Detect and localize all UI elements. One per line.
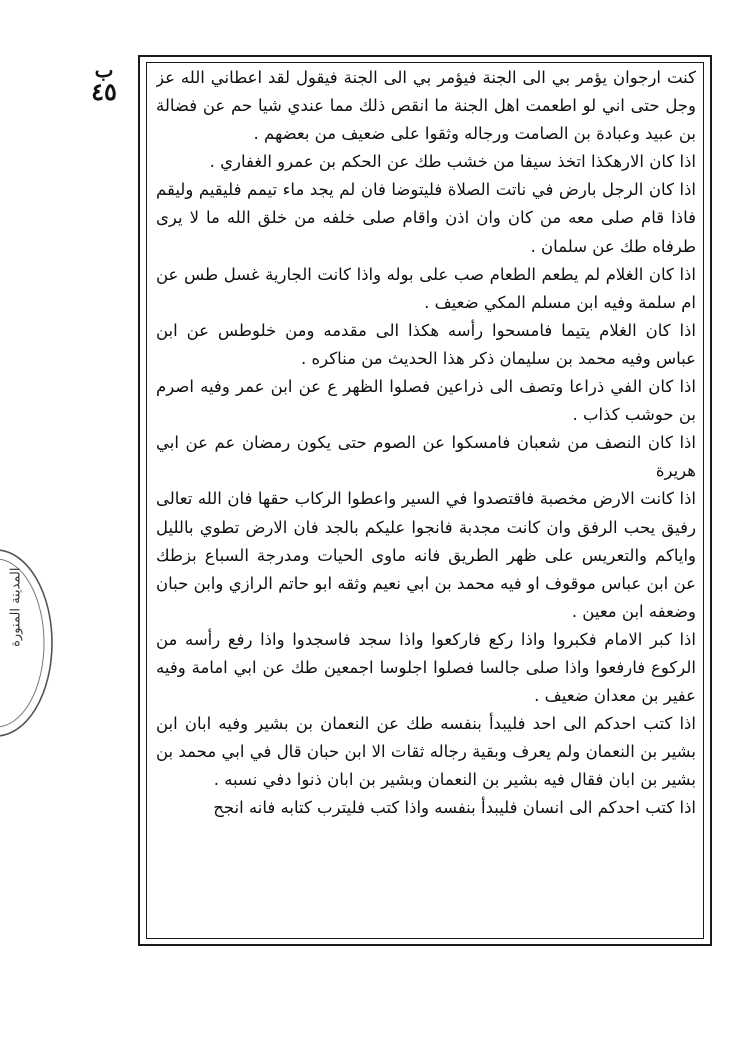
stamp-label: المدينة المنورة bbox=[8, 567, 24, 647]
hadith-entry: اذا كان الارهكذا اتخذ سيفا من خشب طك عن الحكم بن عمرو الغفاري . bbox=[209, 152, 696, 172]
hadith-entry: اذا كبر الامام فكبروا واذا ركع فاركعوا واذا سجد فاسجدوا واذا رفع رأسه من الركوع فارفعوا واذا صلى جالسا فصلوا اجلوسا اجمعين طك عن ابي امامة وفيه عفير بن معدان ضعيف . bbox=[156, 629, 696, 706]
hadith-entry: اذا كان الفي ذراعا وتصف الى ذراعين فصلوا الظهر ع عن ابن عمر وفيه اصرم بن حوشب كذاب . bbox=[156, 377, 696, 425]
folio-number bbox=[76, 60, 132, 104]
hadith-entry: اذا كان الرجل بارض في ناتت الصلاة فليتوضا فان لم يجد ماء تيمم فليقيم وليقم فاذا قام صلى معه من كان وان اذن واقام صلى خلفه من خلق الله ما لا يرى طرفاه طك عن سلمان . bbox=[156, 180, 696, 256]
hadith-entry: اذا كان الغلام يتيما فامسحوا رأسه هكذا الى مقدمه ومن خلوطس عن ابن عباس وفيه محمد بن سليمان ذكر هذا الحديث من مناكره . bbox=[156, 320, 696, 368]
hadith-entry: اذا كانت الارض مخصبة فاقتصدوا في السير واعطوا الركاب حقها فان الله تعالى رفيق يحب الرفق وان كانت مجدبة فانجوا عليكم بالجد فان الارض تطوي بالليل واياكم والتعريس على ظهر الطريق فانه ماوى الحيات ومدرجة السباع بزطك عن ابن عباس موقوف او فيه محمد بن ابي نعيم وثقه ابو حاتم الرازي وابن حبان وضعفه ابن معين . bbox=[156, 489, 696, 621]
hadith-entry: اذا كان النصف من شعبان فامسكوا عن الصوم حتى يكون رمضان عم عن ابي هريرة bbox=[156, 433, 696, 481]
hadith-entry: كنت ارجوان يؤمر بي الى الجنة فيؤمر بي الى الجنة فيقول لقد اعطاني الله عز وجل حتى اني لو اطعمت اهل الجنة ما انقص ذلك مما عندي شيا حم عن فضالة بن عبيد وعبادة بن الصامت ورجاله وثقوا على ضعيف من بعضهم . bbox=[156, 68, 696, 144]
folio-mark: ب bbox=[94, 58, 114, 82]
hadith-entry: اذا كتب احدكم الى انسان فليبدأ بنفسه واذا كتب فليترب كتابه فانه انجح bbox=[213, 798, 696, 818]
manuscript-text bbox=[156, 64, 696, 926]
folio-value: ٤٥ bbox=[91, 77, 117, 106]
hadith-entry: اذا كتب احدكم الى احد فليبدأ بنفسه طك عن النعمان بن بشير وفيه ابان ابن بشير بن النعمان ولم يعرف وبقية رجاله ثقات الا ابن حبان قال في ابي محمد بن بشير بن ابان فقال فيه بشير بن النعمان وبشير بن ابان ذنوا دفي نسبه . bbox=[156, 714, 696, 790]
hadith-entry: اذا كان الغلام لم يطعم الطعام صب على بوله واذا كانت الجارية غسل طس عن ام سلمة وفيه ابن مسلم المكي ضعيف . bbox=[156, 264, 696, 312]
